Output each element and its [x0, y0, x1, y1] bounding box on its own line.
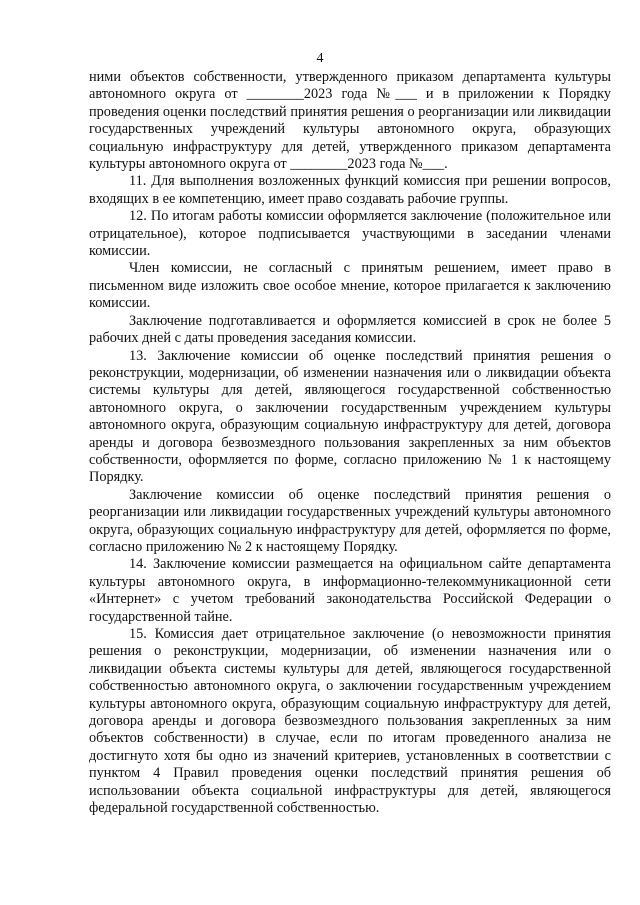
paragraph-continuation: ними объектов собственности, утвержденного приказом департамента культуры автономного округа от ________2023 года №___ и в приложении к Порядку проведения оценки последствий принятия решения о реорганизации или ликвидации государственных учреждений культуры автономного округа, образующих социальную инфраструктуру для детей, утвержденного приказом департамента культуры автономного округа от ________2023 года №___. [89, 69, 611, 173]
document-body [89, 69, 611, 817]
page-number: 4 [316, 51, 324, 66]
paragraph-item-14: 14. Заключение комиссии размещается на официальном сайте департамента культуры автономного округа, в информационно-телекоммуникационной сети «Интернет» с учетом требований законодательства Российской Федерации о государственной тайне. [89, 556, 611, 625]
paragraph-dissenting-opinion: Член комиссии, не согласный с принятым решением, имеет право в письменном виде изложить свое особое мнение, которое прилагается к заключению комиссии. [89, 260, 611, 312]
paragraph-item-11: 11. Для выполнения возложенных функций комиссия при решении вопросов, входящих в ее компетенцию, имеет право создавать рабочие группы. [89, 173, 611, 207]
paragraph-conclusion-form-2: Заключение комиссии об оценке последствий принятия решения о реорганизации или ликвидации государственных учреждений культуры автономного округа, образующих социальную инфраструктуру для детей, оформляется по форме, согласно приложению № 2 к настоящему Порядку. [89, 486, 611, 555]
paragraph-item-13: 13. Заключение комиссии об оценке последствий принятия решения о реконструкции, модернизации, об изменении назначения или о ликвидации объекта системы культуры для детей, являющегося государственной собственностью автономного округа, о заключении государственным учреждением культуры автономного округа, образующим социальную инфраструктуру для детей, договора аренды и договора безвозмездного пользования закрепленных за ним объектов собственности, оформляется по форме, согласно приложению № 1 к настоящему Порядку. [89, 347, 611, 486]
paragraph-item-12: 12. По итогам работы комиссии оформляется заключение (положительное или отрицательное), которое подписывается участвующими в заседании членами комиссии. [89, 208, 611, 260]
paragraph-conclusion-deadline: Заключение подготавливается и оформляется комиссией в срок не более 5 рабочих дней с даты проведения заседания комиссии. [89, 312, 611, 347]
paragraph-item-15: 15. Комиссия дает отрицательное заключение (о невозможности принятия решения о реконструкции, модернизации, об изменении назначения или о ликвидации объекта системы культуры для детей, являющегося государственной собственностью автономного округа, о заключении государственным учреждением культуры автономного округа, образующим социальную инфраструктуру для детей, договора аренды и договора безвозмездного пользования закрепленных за ним объектов собственности) в случае, если по итогам проведенного анализа не достигнуто хотя бы одно из значений критериев, установленных в соответствии с пунктом 4 Правил проведения оценки последствий принятия решения об использовании объекта социальной инфраструктуры для детей, являющегося федеральной государственной собственностью. [89, 626, 611, 817]
